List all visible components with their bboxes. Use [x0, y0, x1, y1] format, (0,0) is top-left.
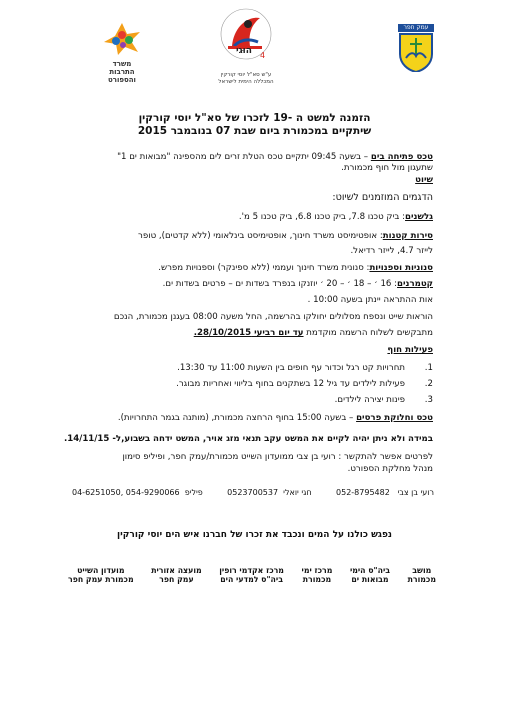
logo-text-line-1: משרד: [112, 60, 132, 68]
registration-deadline: עד יום רביעי 28/10/2015.: [193, 328, 304, 338]
contact-name: רועי בן צבי: [397, 488, 434, 497]
logistics-line-1: הוראות שייט ונספח מסלולים יחולקו בהרשמה, החל משעה 08:00 בעגנן מכמורת, הנכם: [113, 312, 433, 322]
opening-label: טכס פתיחה בים: [370, 152, 433, 162]
small-boats-line: [73, 231, 433, 242]
signatory-line-1: ביה"ס הימי: [349, 566, 391, 575]
sail-title: שיוט: [415, 175, 433, 185]
signatory-line-1: מרכז אקדמי רופין: [219, 566, 284, 575]
small-boats-text: : אופטימיסט משרד חינוך, אופטימיסט בינלאומי (ללא קדטים), טופר: [138, 231, 383, 241]
contact-phone: 0523700537: [227, 488, 279, 497]
contact-line-1: לפרטים אפשר להתקשר : רועי בן צבי ממועדון השייט מכמורת/עמק חפר, ופיליפ סימון: [122, 452, 433, 462]
title-line-1: הזמנה למשט ה -19 לזכרו של סא"ל יוסי קורקין: [138, 112, 371, 124]
signatory-line-1: מועצה אזורית: [151, 566, 202, 575]
beach-item: [73, 363, 433, 374]
signatory: [219, 566, 284, 584]
opening-text: – בשעה 09:45 יתקיים טכס הטלת זרים לים מהספינה "מבואות ים 1": [117, 152, 371, 162]
logo-text-line-2: התרבות: [109, 68, 135, 76]
small-boats-label: סירות קטנות: [382, 231, 433, 241]
sunfish-label: סנוניות וספנויות: [369, 263, 433, 273]
emblem-text: הוּגי: [236, 46, 252, 56]
contact-entry: [336, 487, 434, 498]
signatory-line-2: מבואות ים: [351, 575, 389, 584]
title-line-2: שיתקיים במכמורת ביום שבת 07 בנובמבר 2015: [137, 125, 372, 137]
council-shield-icon: [398, 32, 434, 72]
beach-item-number: 2.: [424, 379, 433, 389]
signatory-line-2: מכמורת: [407, 575, 436, 584]
sport-ministry-logo: [96, 22, 148, 82]
sport-ministry-star-icon: [96, 22, 148, 56]
logistics-text: מתבקשים לשלוח הרשמה מוקדמת: [303, 328, 433, 338]
signatory-line-1: מועדון השייט: [77, 566, 125, 575]
beach-item-number: 1.: [424, 363, 433, 373]
contacts-row: [72, 487, 434, 498]
regional-council-logo: [398, 24, 434, 72]
signatory-line-2: ביה"ס למדעי הים: [220, 575, 283, 584]
signatory: [151, 566, 201, 584]
beach-item-number: 3.: [424, 395, 433, 405]
prizes-label: טכס וחלוקת פרסים: [356, 413, 433, 423]
signatory-line-1: מושב: [412, 566, 432, 575]
opening-ceremony: [73, 152, 433, 163]
small-boats-line-2: לייזר 4.7, לייזר רדיאל.: [350, 246, 433, 256]
beach-item-text: פינות יצירה לילדים.: [334, 395, 405, 405]
windsurf-text: : ביק טכנו 7.8, ביק טכנו 6.8, ביק טכנו 5 מ'.: [238, 212, 406, 222]
signatory: [408, 566, 436, 584]
beach-item: [73, 379, 433, 390]
page-title: [0, 112, 509, 138]
signatory: [68, 566, 134, 584]
start-signal: אות ההתראה יינתן בשעה 10:00 .: [307, 295, 433, 305]
contact-name: חגי יואלי: [283, 488, 312, 497]
signatory-line-2: מכמורת עמק חפר: [68, 575, 134, 584]
logistics-line-2: [73, 328, 433, 339]
prizes-line: [73, 413, 433, 424]
sunfish-line: [73, 263, 433, 274]
signatory-line-2: עמק חפר: [159, 575, 194, 584]
emblem-caption-2: המכללה הימית לישראל: [218, 79, 274, 85]
closing-line: נפגש כולנו על המים ונכבד את זכרו של חברנו איש הים יוסי קורקין: [117, 530, 392, 540]
signatory-line-1: מרכז ימי: [301, 566, 333, 575]
contact-line-2: מנהל מחלקת הספורט.: [347, 464, 433, 474]
catamarans-label: קטמרנים: [397, 279, 433, 289]
opening-line-2: שתעגון מול חוף מכמורת.: [341, 163, 433, 173]
signatory: [302, 566, 333, 584]
contact-entry: [72, 487, 203, 498]
signatory-line-2: מכמורת: [302, 575, 332, 584]
sunfish-text: : סנונית משרד חינוך ועממי (ללא ספינקר) וספנויות מפרש.: [158, 263, 370, 273]
signatories-row: [68, 566, 436, 584]
contact-phone: 052-8795482: [336, 488, 390, 497]
council-logo-title: עמק חפר: [398, 24, 434, 32]
contact-phone: 054-9290066 ,04-6251050: [72, 488, 180, 497]
beach-item-text: תחרויות קט רגל וכדור עף חופים בין השעות 11:00 עד 13:30.: [177, 363, 405, 373]
center-emblem: [204, 6, 288, 86]
weather-note: במידה ולא ניתן יהיה לקיים את המשט עקב תנאי מזג אויר, המשט ידחה בשבוע,ל- 14/11/15.: [63, 434, 433, 444]
contact-name: פיליפ: [184, 488, 203, 497]
sailing-center-emblem-icon: [204, 6, 288, 68]
sail-intro: הדגמים המוזמנים לשיוט:: [332, 192, 433, 203]
windsurf-line: [73, 212, 433, 223]
windsurf-label: גלשנים: [405, 212, 433, 222]
logo-text-line-3: והספורט: [108, 76, 136, 84]
catamarans-line: [73, 279, 433, 290]
beach-activities-title: פעילות חוף: [387, 345, 433, 355]
beach-item-text: פעילות לילדים עד גיל 12 בשתקנים בחוף בליווי ואחריות מבוגר.: [176, 379, 405, 389]
beach-item: [73, 395, 433, 406]
emblem-caption-1: ע"ש סא"ל יוסי קורקין: [220, 72, 272, 78]
contact-entry: [227, 487, 312, 498]
svg-text:4: 4: [260, 51, 266, 60]
catamarans-text: : 16 ׳ – 18 ׳ – 20 ׳ יוזנקו בנפרד בשדות ים – פרטים בשדות ים.: [162, 279, 398, 289]
prizes-text: – בשעה 15:00 בחוף הרחצה מכמורת, (מותנה בגמר התחרויות).: [117, 413, 357, 423]
signatory: [350, 566, 390, 584]
